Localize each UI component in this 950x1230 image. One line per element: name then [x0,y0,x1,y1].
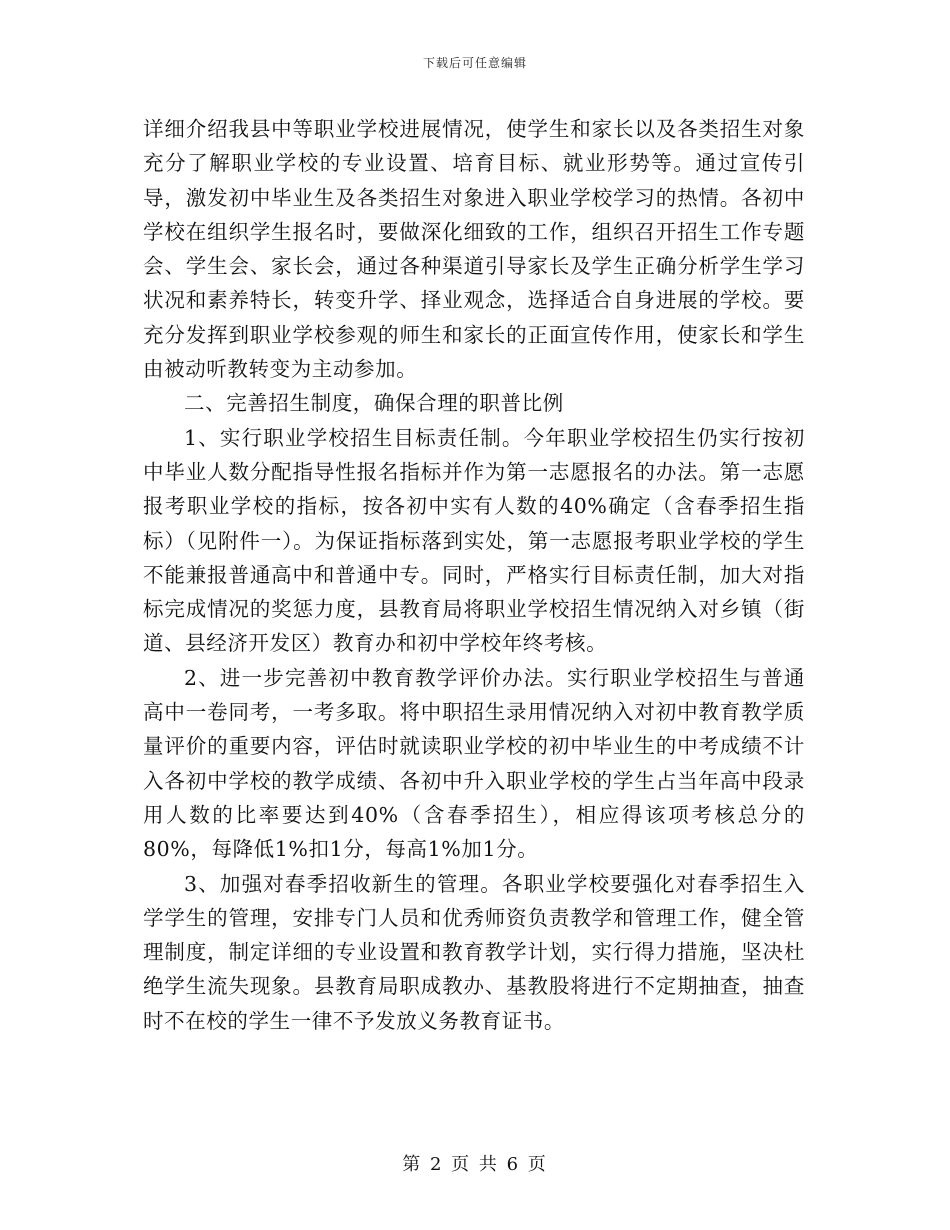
page-header-note: 下载后可任意编辑 [422,56,527,70]
paragraph-continued-intro: 详细介绍我县中等职业学校进展情况，使学生和家长以及各类招生对象充分了解职业学校的专业设置、培育目标、就业形势等。通过宣传引导，激发初中毕业生及各类招生对象进入职业学校学习的热情。各初中学校在组织学生报名时，要做深化细致的工作，组织召开招生工作专题会、学生会、家长会，通过各种渠道引导家长及学生正确分析学生学习状况和素养特长，转变升学、择业观念，选择适合自身进展的学校。要充分发挥到职业学校参观的师生和家长的正面宣传作用，使家长和学生由被动听教转变为主动参加。 [143,117,805,382]
section-heading-enrollment-system: 二、完善招生制度，确保合理的职普比例 [184,391,564,416]
page-number: 第 2 页 共 6 页 [402,1154,548,1175]
document-body [143,112,805,1038]
paragraph-spring-enrollment: 3、加强对春季招收新生的管理。各职业学校要强化对春季招生入学学生的管理，安排专门人员和优秀师资负责教学和管理工作，健全管理制度，制定详细的专业设置和教育教学计划，实行得力措施，坚决杜绝学生流失现象。县教育局职成教办、基教股将进行不定期抽查，抽查时不在校的学生一律不予发放义务教育证书。 [143,871,805,1033]
paragraph-target-responsibility: 1、实行职业学校招生目标责任制。今年职业学校招生仍实行按初中毕业人数分配指导性报名指标并作为第一志愿报名的办法。第一志愿报考职业学校的指标，按各初中实有人数的40%确定（含春季招生指标）（见附件一）。为保证指标落到实处，第一志愿报考职业学校的学生不能兼报普通高中和普通中专。同时，严格实行目标责任制，加大对指标完成情况的奖惩力度，县教育局将职业学校招生情况纳入对乡镇（街道、县经济开发区）教育办和初中学校年终考核。 [143,425,805,656]
paragraph-evaluation-method: 2、进一步完善初中教育教学评价办法。实行职业学校招生与普通高中一卷同考，一考多取。将中职招生录用情况纳入对初中教育教学质量评价的重要内容，评估时就读职业学校的初中毕业生的中考成绩不计入各初中学校的教学成绩、各初中升入职业学校的学生占当年高中段录用人数的比率要达到40%（含春季招生），相应得该项考核总分的80%，每降低1%扣1分，每高1%加1分。 [143,665,805,862]
